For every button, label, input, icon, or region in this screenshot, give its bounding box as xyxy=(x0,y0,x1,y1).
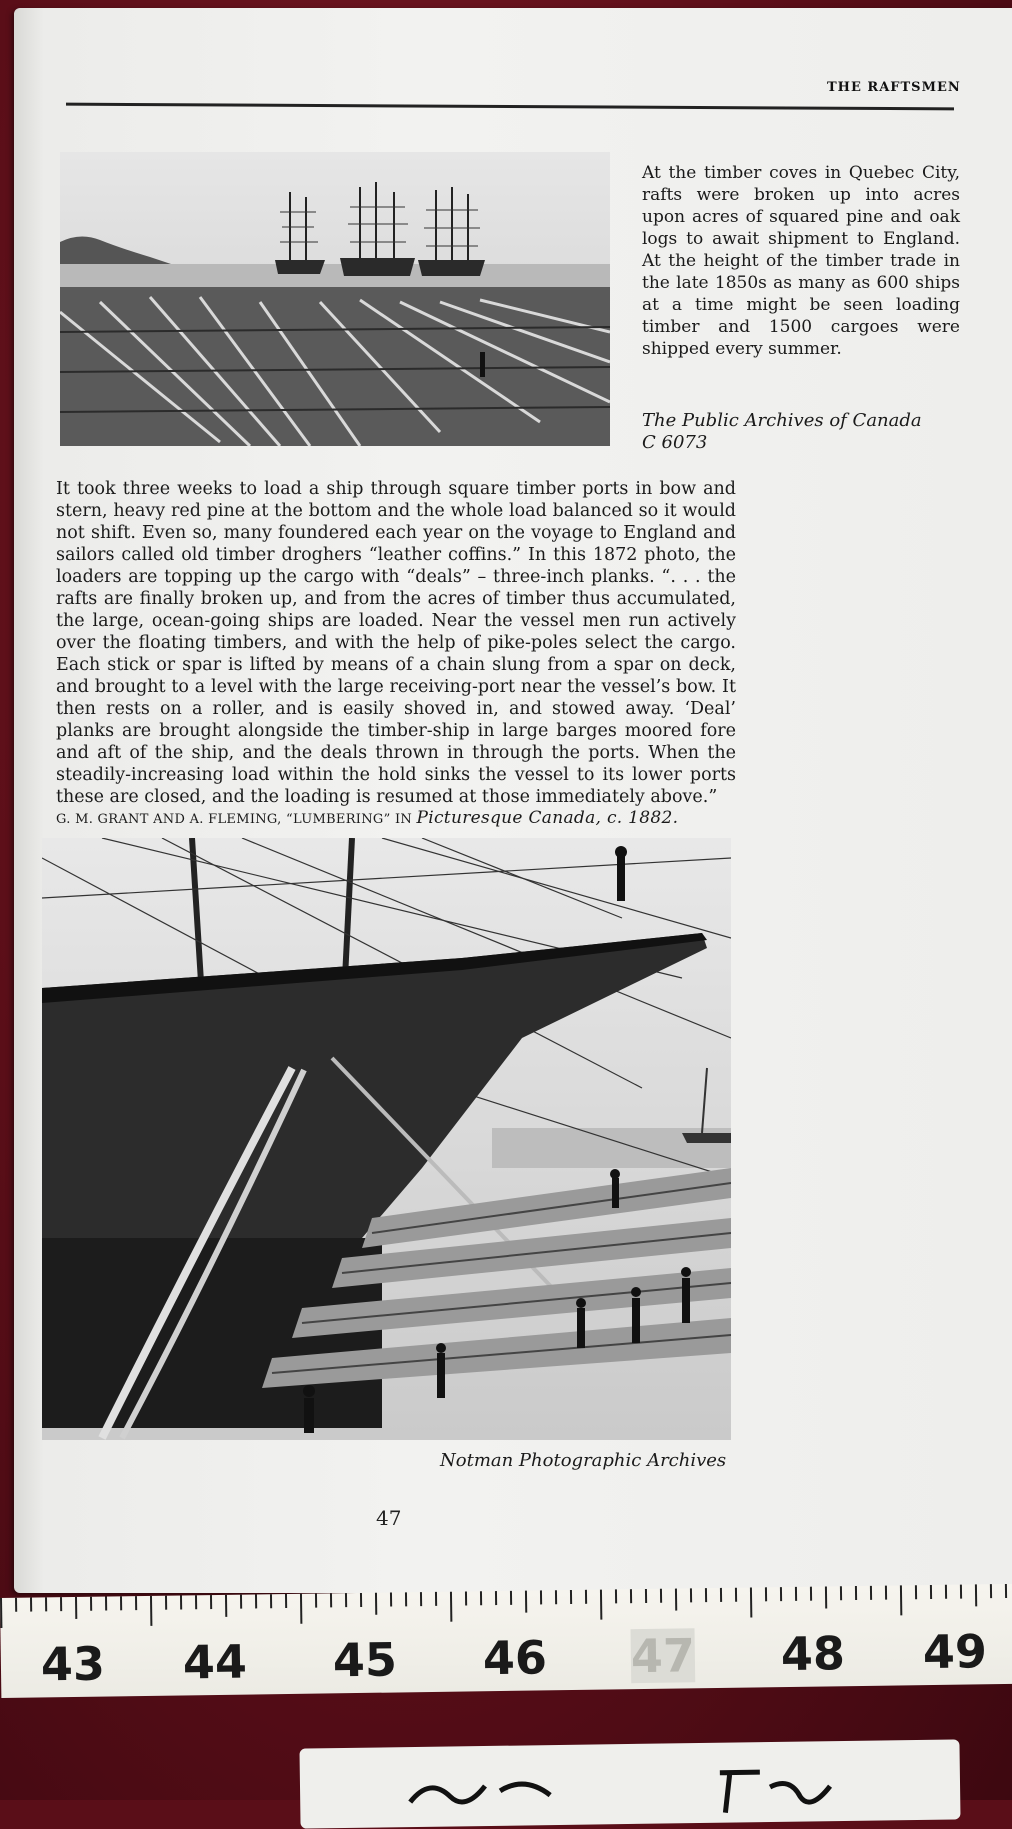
tape-tick xyxy=(495,1591,497,1605)
tape-tick xyxy=(870,1586,872,1600)
tape-number: 49 xyxy=(922,1624,988,1680)
tape-tick xyxy=(975,1584,977,1606)
running-header: THE RAFTSMEN xyxy=(827,80,961,95)
tape-tick xyxy=(840,1586,842,1600)
tape-tick xyxy=(225,1595,227,1617)
attribution-source: Picturesque Canada, c. 1882. xyxy=(416,808,679,828)
ship-loading-photo xyxy=(42,838,731,1440)
tape-number: 43 xyxy=(40,1636,106,1692)
photo1-credit-number: C 6073 xyxy=(642,432,708,453)
tape-tick xyxy=(690,1588,692,1602)
tape-tick xyxy=(105,1597,107,1611)
tape-tick xyxy=(435,1592,437,1606)
tape-tick xyxy=(30,1598,32,1612)
tape-tick xyxy=(90,1597,92,1611)
tape-tick xyxy=(420,1592,422,1606)
tape-tick xyxy=(390,1593,392,1607)
tape-tick xyxy=(825,1586,827,1608)
tape-tick xyxy=(735,1588,737,1602)
tape-tick xyxy=(855,1586,857,1600)
tape-tick xyxy=(525,1591,527,1613)
tape-tick xyxy=(885,1586,887,1600)
tape-tick xyxy=(0,1598,2,1628)
tape-tick xyxy=(675,1589,677,1611)
tape-tick xyxy=(915,1585,917,1599)
tape-tick xyxy=(810,1587,812,1601)
tape-tick xyxy=(570,1590,572,1604)
tape-tick xyxy=(720,1588,722,1602)
tape-tick xyxy=(330,1593,332,1607)
tape-tick xyxy=(450,1592,452,1622)
tape-tick xyxy=(480,1591,482,1605)
tape-tick xyxy=(345,1593,347,1607)
handwritten-note xyxy=(299,1739,960,1828)
photo2-credit: Notman Photographic Archives xyxy=(440,1450,727,1471)
tape-tick xyxy=(465,1591,467,1605)
tape-number: 46 xyxy=(482,1630,548,1686)
tape-tick xyxy=(210,1595,212,1609)
tape-tick xyxy=(600,1590,602,1620)
tape-tick xyxy=(45,1597,47,1611)
tape-tick xyxy=(120,1596,122,1610)
tape-tick xyxy=(270,1594,272,1608)
tape-tick xyxy=(630,1589,632,1603)
tape-tick xyxy=(510,1591,512,1605)
tape-tick xyxy=(765,1587,767,1601)
tape-tick xyxy=(585,1590,587,1604)
tape-number: 47 xyxy=(630,1628,696,1684)
tape-tick xyxy=(780,1587,782,1601)
tape-tick xyxy=(375,1593,377,1615)
tape-tick xyxy=(960,1585,962,1599)
tape-tick xyxy=(615,1589,617,1603)
tape-tick xyxy=(285,1594,287,1608)
tape-tick xyxy=(15,1598,17,1612)
tape-tick xyxy=(195,1595,197,1609)
tape-tick xyxy=(1005,1584,1007,1598)
tape-tick xyxy=(750,1588,752,1618)
tape-tick xyxy=(60,1597,62,1611)
tape-tick xyxy=(315,1594,317,1608)
photo1-credit xyxy=(642,410,962,454)
tape-tick xyxy=(165,1596,167,1610)
tape-number: 44 xyxy=(182,1634,248,1690)
tape-tick xyxy=(540,1590,542,1604)
main-body-text: It took three weeks to load a ship through square timber ports in bow and stern, heavy red pine at the bottom and the whole load balanced so it would not shift. Even so, many foundered each year on the voyage to England and sailors called old timber droghers “leather coffins.” In this 1872 photo, the loaders are topping up the cargo with “deals” – three-inch planks. “. . . the rafts are finally broken up, and from the acres of timber thus accumulated, the large, ocean-going ships are loaded. Near the vessel men run actively over the floating timbers, and with the help of pike-poles select the cargo. Each stick or spar is lifted by means of a chain slung from a spar on deck, and brought to a level with the large receiving-port near the vessel’s bow. It then rests on a roller, and is easily shoved in, and stowed away. ‘Deal’ planks are brought alongside the timber-ship in large barges moored fore and aft of the ship, and the deals thrown in through the ports. When the steadily-increasing load within the hold sinks the vessel to its lower ports these are closed, and the loading is resumed at those immediately above.” xyxy=(56,479,736,807)
tape-tick xyxy=(150,1596,152,1626)
tape-tick xyxy=(795,1587,797,1601)
tape-tick xyxy=(930,1585,932,1599)
page-number: 47 xyxy=(376,1506,402,1530)
tape-tick xyxy=(255,1594,257,1608)
tape-tick xyxy=(240,1595,242,1609)
tape-tick xyxy=(990,1584,992,1598)
tape-number: 48 xyxy=(780,1626,846,1682)
tape-tick xyxy=(360,1593,362,1607)
tape-tick xyxy=(405,1592,407,1606)
tape-tick xyxy=(705,1588,707,1602)
tape-tick xyxy=(645,1589,647,1603)
tape-tick xyxy=(945,1585,947,1599)
tape-tick xyxy=(660,1589,662,1603)
tape-tick xyxy=(555,1590,557,1604)
photo1-credit-archive: The Public Archives of Canada xyxy=(642,410,922,431)
handwriting-scribble xyxy=(299,1739,960,1828)
tape-measure xyxy=(0,1584,1012,1698)
tape-tick xyxy=(75,1597,77,1619)
attribution-authors: G. M. GRANT AND A. FLEMING, “LUMBERING” IN xyxy=(56,812,413,827)
tape-tick xyxy=(900,1585,902,1615)
tape-tick xyxy=(300,1594,302,1624)
tape-number: 45 xyxy=(332,1632,398,1688)
timber-coves-photo xyxy=(60,152,610,446)
photo1-caption: At the timber coves in Quebec City, rafts were broken up into acres upon acres of squared pine and oak logs to await shipment to England. At the height of the timber trade in the late 1850s as many as 600 ships at a time might be seen loading timber and 1500 cargoes were shipped every summer. xyxy=(642,163,960,359)
tape-tick xyxy=(135,1596,137,1610)
tape-tick xyxy=(180,1595,182,1609)
quote-attribution xyxy=(56,808,746,830)
